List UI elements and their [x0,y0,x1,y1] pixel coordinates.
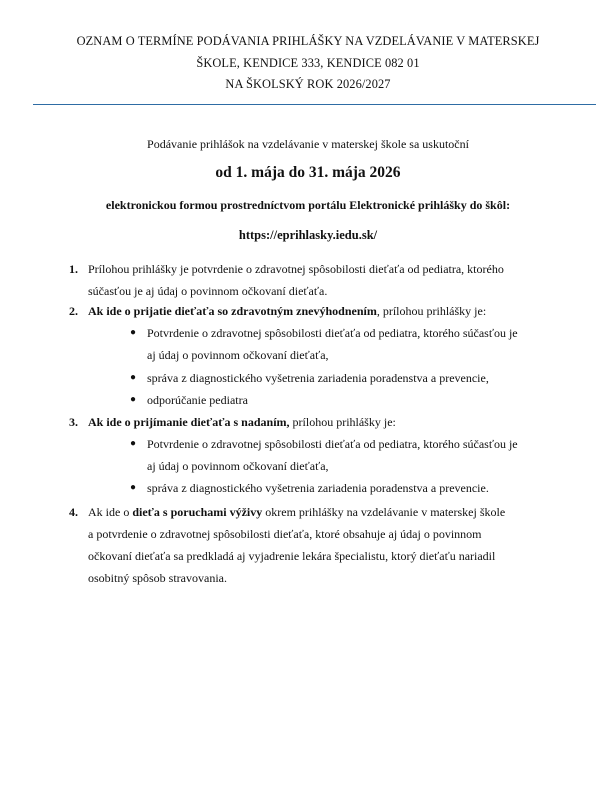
bullet-line-1: správa z diagnostického vyšetrenia zariadenia poradenstva a prevencie. [147,481,489,495]
header-line-1: OZNAM O TERMÍNE PODÁVANIA PRIHLÁŠKY NA VZDELÁVANIE V MATERSKEJ [76,34,540,48]
list-item-number: 1. [69,262,78,276]
item-2-bullet-3 [130,389,543,411]
bullet-icon: ● [130,394,137,405]
item-3-bullet-1 [130,433,543,477]
item-4-line-4: osobitný spôsob stravovania. [88,571,227,585]
portal-url-link[interactable]: https://eprihlasky.iedu.sk/ [238,228,378,242]
bullet-icon: ● [130,327,137,338]
intro-text: Podávanie prihlášok na vzdelávanie v materskej škole sa uskutoční [147,137,469,151]
bullet-line-1: Potvrdenie o zdravotnej spôsobilosti dieťaťa od pediatra, ktorého súčasťou je [147,326,518,340]
list-item-1 [69,258,544,302]
list-item-3 [69,411,544,433]
portal-text: elektronickou formou prostredníctvom portálu Elektronické prihlášky do škôl: [105,198,511,212]
header-line-2: ŠKOLE, KENDICE 333, KENDICE 082 01 [196,55,420,70]
item-4-bold-text: dieťa s poruchami výživy [132,505,263,519]
item-4-text: okrem prihlášky na vzdelávanie v materskej škole [262,505,506,519]
bullet-line-1: Potvrdenie o zdravotnej spôsobilosti dieťaťa od pediatra, ktorého súčasťou je [147,437,518,451]
bullet-icon: ● [130,438,137,449]
list-item-4 [69,501,544,589]
bullet-line-2: aj údaj o povinnom očkovaní dieťaťa, [147,459,329,473]
bullet-line-2: aj údaj o povinnom očkovaní dieťaťa, [147,348,329,362]
submission-dates: od 1. mája do 31. mája 2026 [215,164,401,181]
bullet-line-1: správa z diagnostického vyšetrenia zariadenia poradenstva a prevencie, [147,371,489,385]
item-3-bold-text: Ak ide o prijímanie dieťaťa s nadaním, [88,415,290,429]
list-item-number: 2. [69,304,78,318]
item-2-bullet-2 [130,367,543,389]
item-2-bullet-1 [130,322,543,366]
list-item-number: 3. [69,415,78,429]
bullet-line-1: odporúčanie pediatra [147,393,248,407]
header-divider [33,104,596,105]
item-3-text: prílohou prihlášky je: [289,415,396,429]
header-line-3: NA ŠKOLSKÝ ROK 2026/2027 [225,77,391,91]
list-item-2 [69,300,544,322]
item-4-pre-text: Ak ide o [88,505,133,519]
item-2-bold-text: Ak ide o prijatie dieťaťa so zdravotným znevýhodnením [88,304,377,318]
item-4-line-3: očkovaní dieťaťa sa predkladá aj vyjadrenie lekára špecialistu, ktorý dieťaťu nariadil [88,549,496,563]
bullet-icon: ● [130,482,137,493]
item-4-line-2: a potvrdenie o zdravotnej spôsobilosti dieťaťa, ktoré obsahuje aj údaj o povinnom [88,527,482,541]
item-1-line-2: súčasťou je aj údaj o povinnom očkovaní dieťaťa. [88,284,328,298]
item-1-line-1: Prílohou prihlášky je potvrdenie o zdravotnej spôsobilosti dieťaťa od pediatra, ktorého [88,262,504,276]
announcement-header [0,31,616,96]
item-2-text: , prílohou prihlášky je: [376,304,487,318]
bullet-icon: ● [130,372,137,383]
item-3-bullet-2 [130,477,543,499]
list-item-number: 4. [69,505,78,519]
